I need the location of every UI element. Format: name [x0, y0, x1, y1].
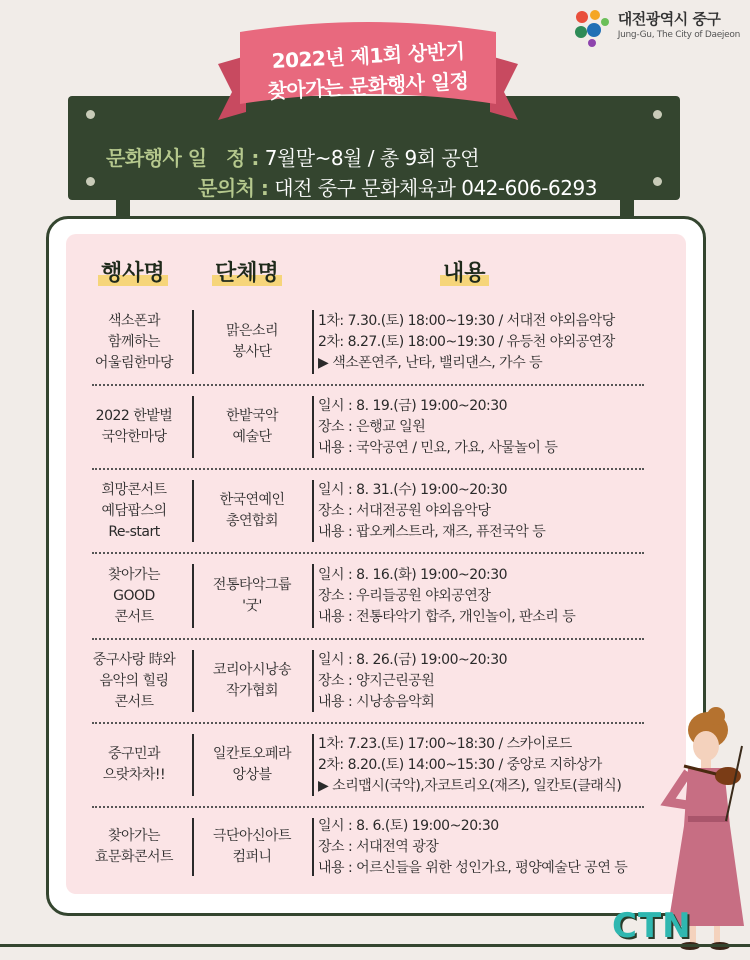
event-name-line: 예담팝스의 [101, 502, 167, 519]
contact-key: 문의처 : [198, 176, 269, 200]
row-separator [92, 806, 644, 808]
row-separator [92, 384, 644, 386]
group-name [198, 744, 306, 786]
event-content-line: 장소 : 우리들공원 야외공연장 [318, 587, 491, 604]
row-separator [92, 468, 644, 470]
table-row [80, 814, 660, 880]
group-name [198, 321, 306, 363]
column-divider [192, 650, 194, 712]
board-pin [86, 177, 95, 186]
table-row [80, 560, 660, 632]
event-content-line: 일시 : 8. 6.(토) 19:00~20:30 [318, 817, 499, 834]
header-group: 단체명 [212, 256, 282, 287]
event-content [318, 311, 678, 374]
event-content-line: 1차: 7.30.(토) 18:00~19:30 / 서대전 야외음악당 [318, 312, 615, 329]
table-row [80, 476, 660, 546]
group-name-line: '굿' [242, 598, 262, 614]
event-content-line: 장소 : 서대전역 광장 [318, 838, 439, 855]
table-row [80, 730, 660, 800]
table-row [80, 306, 660, 378]
column-divider [192, 310, 194, 374]
contact-line [198, 172, 597, 201]
event-name-line: 함께하는 [107, 333, 161, 350]
group-name-line: 맑은소리 [225, 323, 279, 339]
district-logo [572, 8, 740, 48]
jung-gu-logo-icon [572, 8, 612, 48]
event-name-line: 콘서트 [114, 693, 154, 710]
column-divider [312, 818, 314, 876]
ribbon-title-line2: 찾아가는 문화행사 일정 [267, 68, 470, 104]
event-content-line: 장소 : 양지근린공원 [318, 672, 435, 689]
title-ribbon [218, 12, 518, 124]
column-divider [312, 480, 314, 542]
event-content-line: 내용 : 팝오케스트라, 재즈, 퓨전국악 등 [318, 523, 546, 540]
column-divider [312, 734, 314, 796]
event-content-line: 일시 : 8. 19.(금) 19:00~20:30 [318, 397, 508, 414]
event-name [80, 311, 188, 374]
logo-subtitle: Jung-Gu, The City of Daejeon [617, 30, 740, 40]
event-name-line: 어울림한마당 [94, 354, 174, 371]
event-content-line: 일시 : 8. 26.(금) 19:00~20:30 [318, 651, 508, 668]
event-name-line: 콘서트 [114, 608, 154, 625]
event-content-line: 일시 : 8. 16.(화) 19:00~20:30 [318, 566, 508, 583]
group-name [198, 575, 306, 617]
table-row [80, 646, 660, 716]
column-divider [192, 396, 194, 458]
board-pin [653, 177, 662, 186]
logo-name: 대전광역시 중구 [617, 10, 721, 28]
event-name-line: Re-start [108, 523, 160, 540]
event-name-line: 효문화콘서트 [94, 849, 174, 865]
column-divider [192, 480, 194, 542]
event-content [318, 816, 678, 879]
group-name-line: 한국연예인 [219, 492, 285, 508]
column-divider [312, 396, 314, 458]
schedule-value: 7월말~8월 / 총 9회 공연 [264, 146, 480, 170]
event-name-line: 2022 한밭벌 [95, 408, 173, 424]
group-name-line: 총연합회 [225, 513, 279, 529]
event-content-line: 내용 : 전통타악기 합주, 개인놀이, 판소리 등 [318, 608, 576, 625]
event-content-line: 내용 : 어르신들을 위한 성인가요, 평양예술단 공연 등 [318, 859, 628, 876]
column-divider [192, 564, 194, 628]
ctn-watermark: CTN [612, 906, 692, 946]
event-content-line: 내용 : 국악공연 / 민요, 가요, 사물놀이 등 [318, 439, 558, 456]
group-name-line: 한밭국악 [225, 408, 279, 424]
group-name-line: 봉사단 [232, 344, 272, 360]
event-name-line: 국악한마당 [101, 429, 167, 445]
event-content-line: 1차: 7.23.(토) 17:00~18:30 / 스카이로드 [318, 735, 572, 752]
group-name [198, 826, 306, 868]
row-separator [92, 722, 644, 724]
column-divider [312, 564, 314, 628]
group-name [198, 406, 306, 448]
event-content-line: ▶ 소리맵시(국악),자코트리오(재즈), 일칸토(클래식) [318, 777, 622, 794]
event-content-line: 내용 : 시낭송음악회 [318, 693, 435, 710]
column-divider [312, 310, 314, 374]
event-content-line: 2차: 8.27.(토) 18:00~19:30 / 유등천 야외공연장 [318, 333, 615, 350]
row-separator [92, 552, 644, 554]
event-name [80, 565, 188, 628]
group-name-line: 앙상블 [232, 767, 272, 783]
event-content [318, 565, 678, 628]
event-content [318, 650, 678, 713]
board-pin [86, 110, 95, 119]
event-name-line: 찾아가는 [107, 828, 161, 844]
event-content-line: ▶ 색소폰연주, 난타, 밸리댄스, 가수 등 [318, 354, 543, 371]
event-name [80, 826, 188, 868]
board-pin [653, 110, 662, 119]
header-event: 행사명 [98, 256, 168, 287]
schedule-line [106, 142, 479, 171]
group-name [198, 490, 306, 532]
group-name-line: 작가협회 [225, 683, 279, 699]
table-row [80, 392, 660, 462]
ribbon-title-line1: 2022년 제1회 상반기 [271, 38, 466, 74]
event-name [80, 744, 188, 786]
group-name-line: 코리아시낭송 [212, 662, 292, 678]
event-content [318, 396, 678, 459]
event-name-line: 으랏차차!! [102, 767, 166, 783]
event-name-line: 음악의 힐링 [99, 672, 169, 689]
group-name-line: 일칸토오페라 [212, 746, 292, 762]
event-name-line: 희망콘서트 [101, 481, 167, 498]
event-content-line: 장소 : 서대전공원 야외음악당 [318, 502, 491, 519]
event-name [80, 480, 188, 543]
group-name-line: 컴퍼니 [232, 849, 272, 865]
event-name-line: 중구사랑 時와 [92, 651, 176, 668]
column-divider [192, 818, 194, 876]
group-name [198, 660, 306, 702]
group-name-line: 전통타악그룹 [212, 577, 292, 593]
event-name [80, 406, 188, 448]
event-name-line: 중구민과 [107, 746, 161, 762]
header-content: 내용 [440, 256, 489, 287]
event-content [318, 480, 678, 543]
event-name [80, 650, 188, 713]
event-name-line: 색소폰과 [107, 312, 161, 329]
group-name-line: 극단아신아트 [212, 828, 292, 844]
column-divider [192, 734, 194, 796]
event-content-line: 2차: 8.20.(토) 14:00~15:30 / 중앙로 지하상가 [318, 756, 602, 773]
event-name-line: GOOD [113, 587, 155, 604]
column-divider [312, 650, 314, 712]
row-separator [92, 638, 644, 640]
event-content-line: 일시 : 8. 31.(수) 19:00~20:30 [318, 481, 508, 498]
schedule-key: 문화행사 일 정 : [106, 146, 259, 170]
event-content [318, 734, 678, 797]
event-name-line: 찾아가는 [107, 566, 161, 583]
event-content-line: 장소 : 은행교 일원 [318, 418, 426, 435]
group-name-line: 예술단 [232, 429, 272, 445]
contact-value: 대전 중구 문화체육과 042-606-6293 [274, 176, 597, 200]
